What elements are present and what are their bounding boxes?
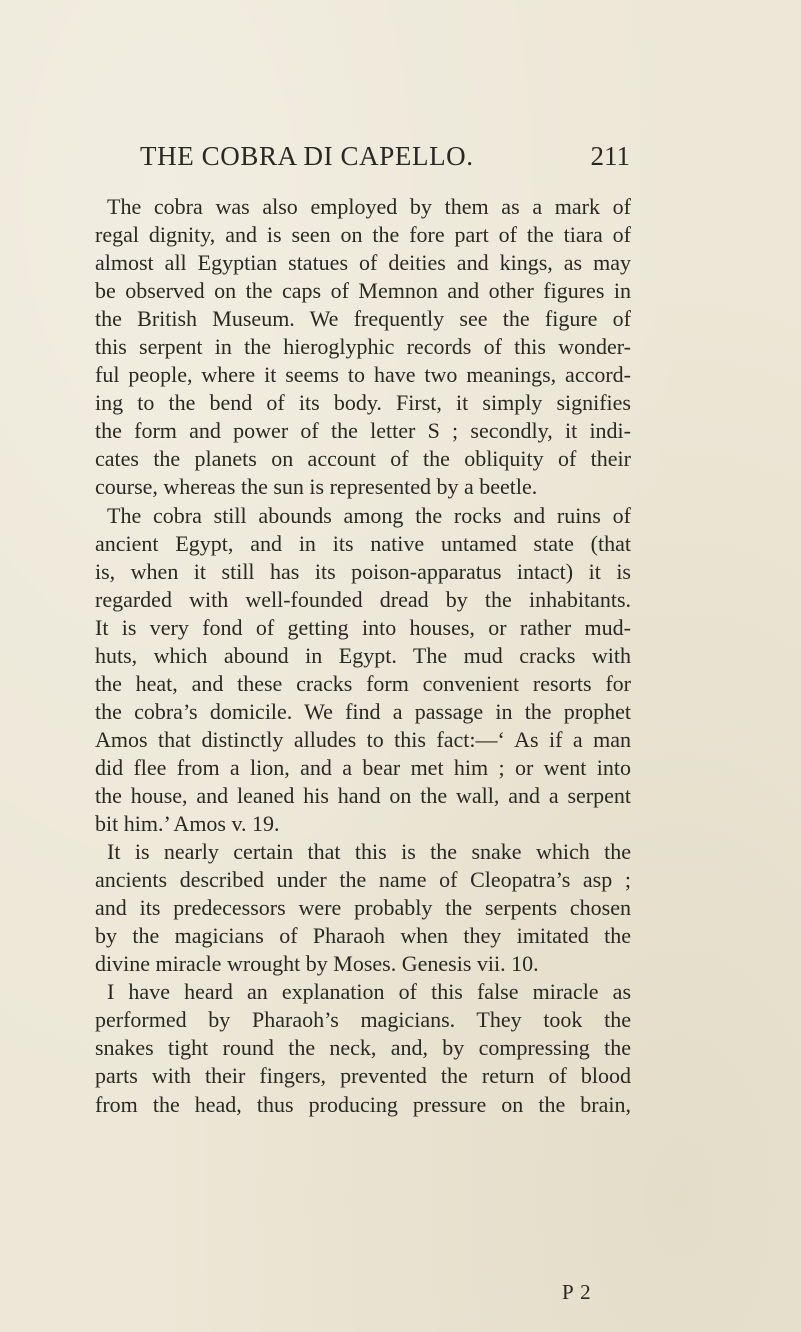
text-line: huts, which abound in Egypt. The mud cracks with	[95, 642, 631, 668]
text-line: ancients described under the name of Cleopatra’s asp ;	[95, 867, 631, 893]
text-line: the British Museum. We frequently see the figure of	[95, 306, 631, 332]
page-header	[140, 138, 630, 174]
text-line: did flee from a lion, and a bear met him ; or went into	[95, 754, 631, 780]
page-number: 211	[590, 141, 630, 171]
signature-mark: P 2	[562, 1280, 592, 1304]
text-line: regal dignity, and is seen on the fore part of the tiara of	[95, 222, 631, 248]
text-line: the heat, and these cracks form convenient resorts for	[95, 670, 631, 696]
text-line: ing to the bend of its body. First, it simply signifies	[95, 390, 631, 416]
text-line: is, when it still has its poison-apparatus intact) it is	[95, 558, 631, 584]
text-line: the cobra’s domicile. We find a passage in the prophet	[95, 698, 631, 724]
text-line: It is very fond of getting into houses, or rather mud-	[95, 614, 631, 640]
body-text	[95, 193, 631, 1119]
text-line: the house, and leaned his hand on the wall, and a serpent	[95, 782, 631, 808]
text-line: by the magicians of Pharaoh when they imitated the	[95, 923, 631, 949]
running-title: THE COBRA DI CAPELLO.	[140, 141, 474, 171]
text-line: course, whereas the sun is represented by a beetle.	[95, 474, 538, 500]
text-line: and its predecessors were probably the serpents chosen	[95, 895, 631, 921]
text-line: from the head, thus producing pressure on the brain,	[95, 1091, 631, 1117]
text-line: It is nearly certain that this is the snake which the	[107, 839, 631, 865]
text-line: The cobra still abounds among the rocks and ruins of	[107, 502, 631, 528]
text-line: cates the planets on account of the obliquity of their	[95, 446, 631, 472]
text-line: parts with their fingers, prevented the return of blood	[95, 1063, 631, 1089]
text-line: I have heard an explanation of this false miracle as	[107, 979, 631, 1005]
text-line: Amos that distinctly alludes to this fact:—‘ As if a man	[95, 726, 631, 752]
text-line: bit him.’ Amos v. 19.	[95, 811, 280, 837]
text-line: divine miracle wrought by Moses. Genesis vii. 10.	[95, 951, 539, 977]
text-line: almost all Egyptian statues of deities and kings, as may	[95, 250, 631, 276]
text-line: this serpent in the hieroglyphic records of this wonder-	[95, 334, 631, 360]
text-line: ancient Egypt, and in its native untamed state (that	[95, 530, 631, 556]
text-line: be observed on the caps of Memnon and other figures in	[95, 278, 631, 304]
text-line: The cobra was also employed by them as a mark of	[107, 194, 631, 219]
text-line: regarded with well-founded dread by the inhabitants.	[95, 586, 631, 612]
text-line: the form and power of the letter S ; secondly, it indi-	[95, 418, 631, 444]
text-line: performed by Pharaoh’s magicians. They took the	[95, 1007, 631, 1033]
text-line: snakes tight round the neck, and, by compressing the	[95, 1035, 631, 1061]
text-line: ful people, where it seems to have two meanings, accord-	[95, 362, 631, 388]
